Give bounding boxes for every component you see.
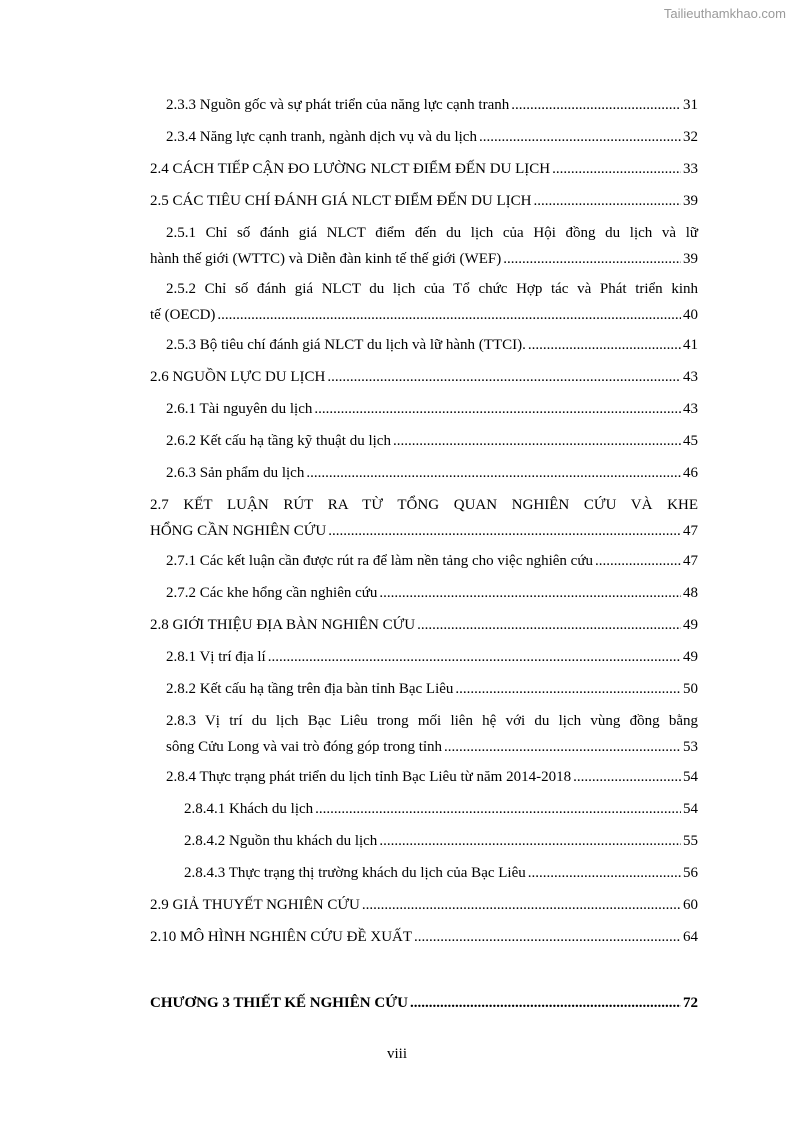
leader-dots	[528, 332, 681, 358]
toc-page-number: 54	[683, 801, 698, 817]
leader-dots	[315, 796, 681, 822]
toc-entry-title: 2.5 CÁC TIÊU CHÍ ĐÁNH GIÁ NLCT ĐIỂM ĐẾN DU LỊCH	[150, 193, 532, 209]
toc-entry-title: 2.8.2 Kết cấu hạ tầng trên địa bàn tỉnh Bạc Liêu	[166, 681, 454, 697]
leader-dots	[534, 188, 681, 214]
toc-entry-title: 2.8.4.2 Nguồn thu khách du lịch	[184, 833, 378, 849]
leader-dots	[314, 396, 681, 422]
leader-dots	[414, 924, 681, 950]
toc-entry-title: 2.3.4 Năng lực cạnh tranh, ngành dịch vụ và du lịch	[166, 129, 477, 145]
leader-dots	[479, 124, 681, 150]
toc-page-number: 41	[683, 337, 698, 353]
toc-entry-title: hành thế giới (WTTC) và Diễn đàn kinh tế thế giới (WEF)	[150, 251, 502, 267]
toc-entry[interactable]	[166, 460, 698, 486]
toc-chapter-entry[interactable]	[150, 990, 698, 1016]
toc-entry-title: 2.7.2 Các khe hổng cần nghiên cứu	[166, 585, 378, 601]
toc-page-number: 47	[683, 523, 698, 539]
toc-page-number: 49	[683, 649, 698, 665]
toc-entry[interactable]	[166, 548, 698, 574]
toc-entry[interactable]	[150, 220, 698, 272]
leader-dots	[393, 428, 681, 454]
toc-entry-title: 2.6 NGUỒN LỰC DU LỊCH	[150, 369, 326, 385]
toc-entry[interactable]	[150, 892, 698, 918]
toc-page-number: 43	[683, 401, 698, 417]
leader-dots	[503, 246, 681, 272]
toc-page-number: 55	[683, 833, 698, 849]
leader-dots	[328, 518, 681, 544]
toc-entry-title: 2.3.3 Nguồn gốc và sự phát triển của năng lực cạnh tranh	[166, 97, 510, 113]
leader-dots	[327, 364, 681, 390]
toc-page-number: 56	[683, 865, 698, 881]
leader-dots	[552, 156, 681, 182]
toc-page-number: 72	[683, 995, 698, 1011]
toc-entry-title: 2.8.1 Vị trí địa lí	[166, 649, 266, 665]
leader-dots	[379, 580, 681, 606]
toc-page-number: 54	[683, 769, 698, 785]
toc-entry-title-line1: 2.8.3 Vị trí du lịch Bạc Liêu trong mối liên hệ với du lịch vùng đồng bằng	[166, 713, 698, 729]
toc-entry-title: 2.5.3 Bộ tiêu chí đánh giá NLCT du lịch và lữ hành (TTCI).	[166, 337, 526, 353]
toc-entry[interactable]	[150, 364, 698, 390]
toc-entry[interactable]	[150, 612, 698, 638]
watermark: Tailieuthamkhao.com	[663, 6, 786, 21]
toc-entry-title: sông Cửu Long và vai trò đóng góp trong tỉnh	[166, 739, 443, 755]
toc-page-number: 46	[683, 465, 698, 481]
toc-page-number: 49	[683, 617, 698, 633]
leader-dots	[217, 302, 681, 328]
toc-entry[interactable]	[166, 708, 698, 760]
toc-entry-title: 2.6.1 Tài nguyên du lịch	[166, 401, 313, 417]
toc-chapter-title: CHƯƠNG 3 THIẾT KẾ NGHIÊN CỨU	[150, 995, 408, 1011]
leader-dots	[455, 676, 681, 702]
toc-page-number: 32	[683, 129, 698, 145]
toc-entry[interactable]	[166, 580, 698, 606]
toc-page-number: 45	[683, 433, 698, 449]
toc-entry[interactable]	[166, 396, 698, 422]
leader-dots	[379, 828, 681, 854]
toc-page-number: 47	[683, 553, 698, 569]
toc-page-number: 39	[683, 251, 698, 267]
toc-entry[interactable]	[150, 156, 698, 182]
toc-entry-title: HỔNG CẦN NGHIÊN CỨU	[150, 523, 327, 539]
toc-page-number: 64	[683, 929, 698, 945]
toc-entry-title: 2.10 MÔ HÌNH NGHIÊN CỨU ĐỀ XUẤT	[150, 929, 413, 945]
toc-entry-title: 2.7.1 Các kết luận cần được rút ra để làm nền tảng cho việc nghiên cứu	[166, 553, 593, 569]
leader-dots	[417, 612, 681, 638]
toc-page-number: 43	[683, 369, 698, 385]
toc-entry[interactable]	[184, 796, 698, 822]
leader-dots	[511, 92, 681, 118]
toc-entry[interactable]	[150, 276, 698, 328]
toc-entry-title: 2.6.2 Kết cấu hạ tầng kỹ thuật du lịch	[166, 433, 391, 449]
toc-entry[interactable]	[166, 124, 698, 150]
toc-entry-title: 2.8.4.3 Thực trạng thị trường khách du lịch của Bạc Liêu	[184, 865, 526, 881]
toc-entry-title: 2.8 GIỚI THIỆU ĐỊA BÀN NGHIÊN CỨU	[150, 617, 416, 633]
page-number: viii	[386, 1046, 407, 1062]
toc-entry-title: 2.8.4.1 Khách du lịch	[184, 801, 314, 817]
toc-entry[interactable]	[166, 428, 698, 454]
toc-entry-title: 2.8.4 Thực trạng phát triển du lịch tỉnh Bạc Liêu từ năm 2014-2018	[166, 769, 572, 785]
toc-page-number: 50	[683, 681, 698, 697]
leader-dots	[362, 892, 681, 918]
toc-entry[interactable]	[166, 332, 698, 358]
toc-entry-title: 2.6.3 Sản phẩm du lịch	[166, 465, 305, 481]
toc-entry[interactable]	[166, 92, 698, 118]
toc-page-number: 53	[683, 739, 698, 755]
leader-dots	[595, 548, 681, 574]
toc-entry-title-line1: 2.5.1 Chỉ số đánh giá NLCT điểm đến du lịch của Hội đồng du lịch và lữ	[166, 225, 698, 241]
toc-entry[interactable]	[166, 644, 698, 670]
toc-entry[interactable]	[166, 676, 698, 702]
toc-entry-title-line1: 2.5.2 Chỉ số đánh giá NLCT du lịch của Tổ chức Hợp tác và Phát triển kinh	[166, 281, 698, 297]
toc-entry-title-line1: 2.7 KẾT LUẬN RÚT RA TỪ TỔNG QUAN NGHIÊN CỨU VÀ KHE	[150, 497, 698, 513]
toc-page-number: 48	[683, 585, 698, 601]
leader-dots	[444, 734, 681, 760]
leader-dots	[268, 644, 681, 670]
toc-page-number: 39	[683, 193, 698, 209]
toc-entry-title: 2.9 GIẢ THUYẾT NGHIÊN CỨU	[150, 897, 360, 913]
toc-entry-title: 2.4 CÁCH TIẾP CẬN ĐO LƯỜNG NLCT ĐIỂM ĐẾN DU LỊCH	[150, 161, 551, 177]
toc-entry[interactable]	[150, 924, 698, 950]
toc-entry-title: tế (OECD)	[150, 307, 216, 323]
leader-dots	[306, 460, 681, 486]
toc-entry[interactable]	[166, 764, 698, 790]
toc-entry[interactable]	[184, 828, 698, 854]
toc-page-number: 33	[683, 161, 698, 177]
toc-page-number: 31	[683, 97, 698, 113]
toc-page-number: 40	[683, 307, 698, 323]
toc-page-number: 60	[683, 897, 698, 913]
leader-dots	[410, 990, 681, 1016]
toc-entry[interactable]	[150, 492, 698, 544]
toc-entry[interactable]	[150, 188, 698, 214]
leader-dots	[528, 860, 681, 886]
toc-entry[interactable]	[184, 860, 698, 886]
leader-dots	[573, 764, 681, 790]
